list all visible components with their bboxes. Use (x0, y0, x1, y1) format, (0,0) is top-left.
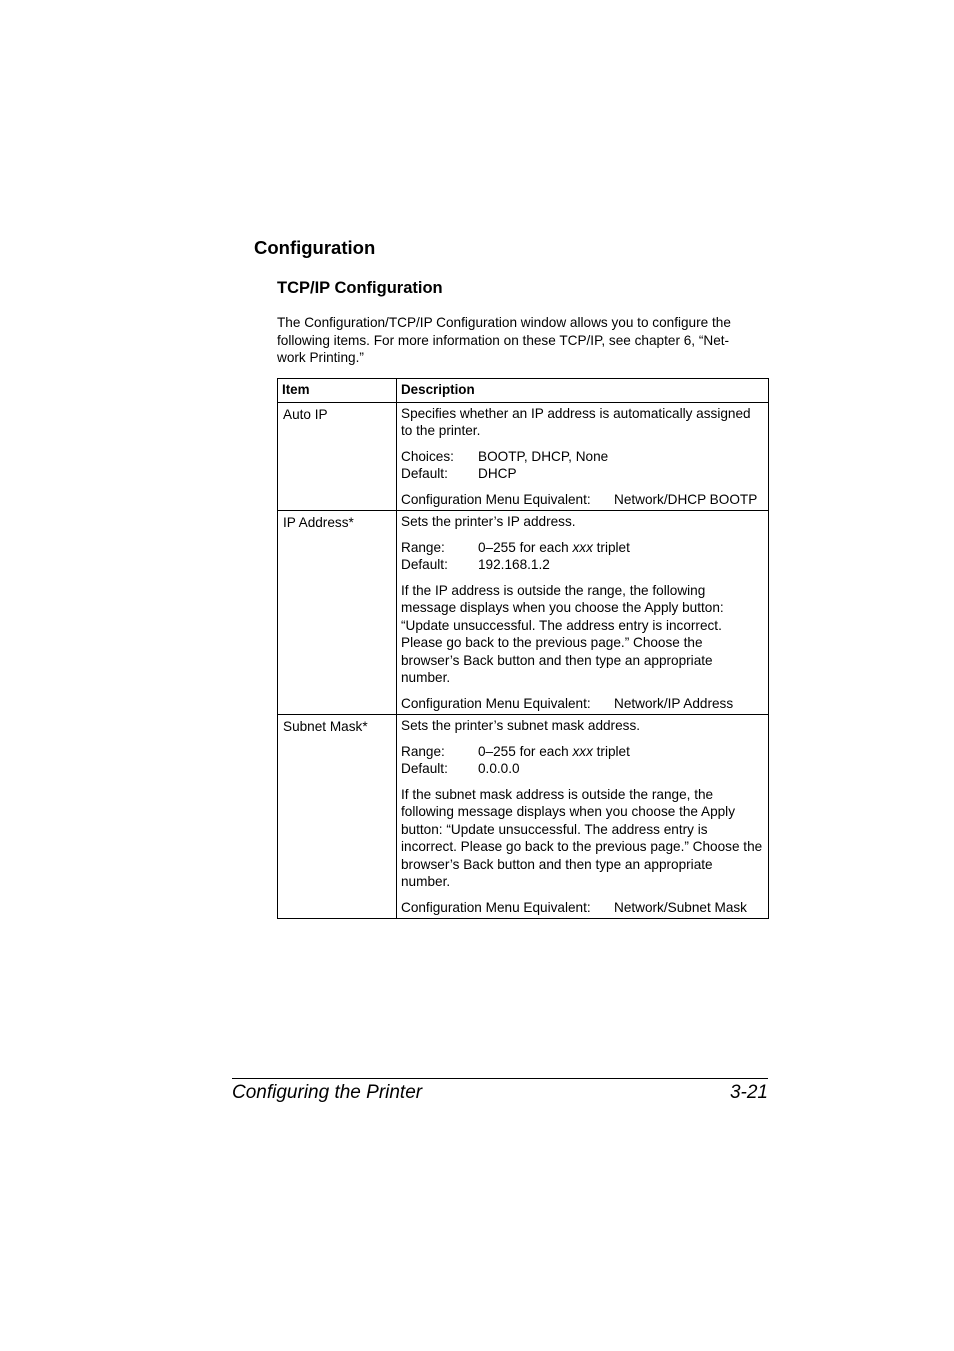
default-label: Default: (401, 466, 448, 481)
range-text: 0–255 for each (478, 539, 573, 555)
default-label: Default: (401, 761, 448, 776)
intro-paragraph (277, 314, 767, 367)
intro-line: work Printing.” (277, 350, 364, 365)
default-value: DHCP (478, 466, 517, 481)
tcpip-settings-table (277, 378, 769, 919)
item-name: Subnet Mask* (283, 719, 368, 734)
default-value: 0.0.0.0 (478, 761, 520, 776)
description-cell (397, 715, 769, 919)
menu-equivalent (401, 491, 764, 509)
description-cell (397, 511, 769, 715)
table-header-row (278, 379, 769, 403)
range-placeholder: xxx (572, 743, 593, 759)
description-cell (397, 402, 769, 511)
range-default-block (401, 539, 764, 574)
range-value (478, 539, 630, 557)
item-cell (278, 402, 397, 511)
range-text: 0–255 for each (478, 743, 573, 759)
column-header-description: Description (397, 379, 769, 403)
range-text: triplet (592, 539, 630, 555)
section-title: Configuration (254, 237, 376, 258)
footer-divider (232, 1078, 768, 1079)
menu-equivalent-value: Network/DHCP BOOTP (614, 491, 758, 507)
item-cell (278, 511, 397, 715)
column-header-item: Item (278, 379, 397, 403)
description-summary: Sets the printer’s subnet mask address. (401, 718, 641, 733)
range-placeholder: xxx (572, 539, 593, 555)
item-cell (278, 715, 397, 919)
menu-equivalent-label: Configuration Menu Equivalent: (401, 899, 591, 915)
menu-equivalent-value: Network/IP Address (614, 695, 734, 711)
table-row-subnet-mask (278, 715, 769, 919)
description-summary: Specifies whether an IP address is automatically assigned to the printer. (401, 405, 751, 438)
table-row-ip-address (278, 511, 769, 715)
range-default-block (401, 743, 764, 778)
menu-equivalent (401, 695, 764, 713)
range-label: Range: (401, 743, 445, 759)
intro-line: following items. For more information on these TCP/IP, see chapter 6, “Net- (277, 332, 730, 348)
description-summary: Sets the printer’s IP address. (401, 514, 576, 529)
subsection-title: TCP/IP Configuration (277, 279, 443, 297)
table-row-auto-ip (278, 402, 769, 511)
intro-line: The Configuration/TCP/IP Configuration window allows you to configure the (277, 315, 731, 330)
menu-equivalent-value: Network/Subnet Mask (614, 899, 747, 915)
default-label: Default: (401, 557, 448, 572)
menu-equivalent (401, 899, 764, 917)
footer-page-number: 3-21 (729, 1082, 768, 1103)
item-name: IP Address* (283, 515, 354, 530)
choices-label: Choices: (401, 448, 454, 464)
item-name: Auto IP (283, 406, 328, 422)
range-label: Range: (401, 539, 445, 555)
footer-chapter-title: Configuring the Printer (232, 1082, 423, 1103)
default-value: 192.168.1.2 (478, 557, 550, 572)
menu-equivalent-label: Configuration Menu Equivalent: (401, 695, 591, 711)
choices-default-block (401, 448, 764, 483)
choices-value: BOOTP, DHCP, None (478, 448, 609, 464)
range-text: triplet (592, 743, 630, 759)
out-of-range-note: If the IP address is outside the range, the following message displays when you choose the Apply button: “Update unsuccessful. The address entry is incorrect. Please go back to the previous page.” Choose the browser’s Back button and then type an appropriate number. (401, 582, 724, 685)
menu-equivalent-label: Configuration Menu Equivalent: (401, 491, 591, 507)
out-of-range-note: If the subnet mask address is outside the range, the following message displays when you choose the Apply button: “Update unsuccessful. The address entry is incorrect. Please go back to the previous page.” Choose the browser’s Back button and then type an appropriate number. (401, 786, 763, 889)
range-value (478, 743, 630, 761)
